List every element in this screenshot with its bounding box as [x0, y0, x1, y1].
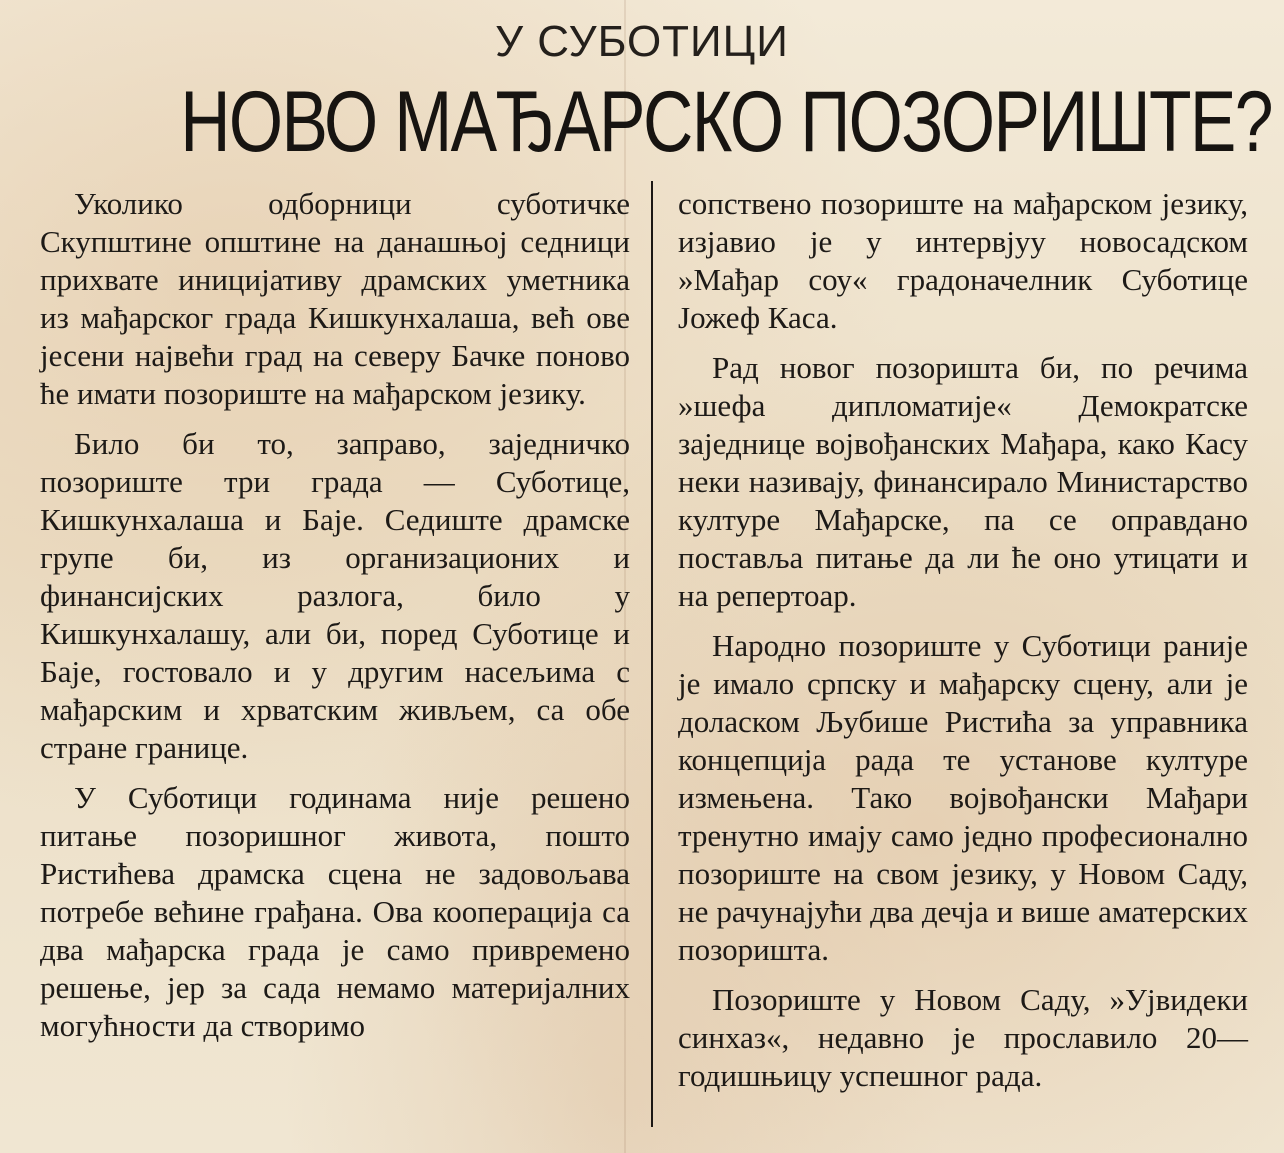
article-kicker: У СУБОТИЦИ [495, 17, 789, 66]
column-divider [651, 181, 653, 1127]
left-column [40, 185, 630, 1057]
paragraph-2: Било би то, заправо, заједничко позориште три града — Суботице, Кишкунхалаша и Баје. Седиште драмске групе би, из организационих и финансијских разлога, било у Кишкунхалашу, али би, поред Суботице и Баје, гостовало и у другим насељима с мађарским и хрватским живљем, са обе стране границе. [40, 426, 630, 765]
paragraph-3: У Суботици годинама није решено питање позоришног живота, пошто Ристићева драмска сцена не задовољава потребе већине грађана. Ова кооперација са два мађарска града је само привремено решење, јер за сада немамо материјалних могућности да створимо [40, 780, 630, 1043]
paragraph-1: Уколико одборници суботичке Скупштине општине на данашњој седници прихвате иницијативу драмских уметника из мађарског града Кишкунхалаша, већ ове јесени највећи град на северу Бачке поново ће имати позориште на мађарском језику. [40, 186, 630, 411]
article-headline: НОВО МАЂАРСКО ПОЗОРИШТЕ? [180, 74, 1272, 170]
paragraph-5: Народно позориште у Суботици раније је имало српску и мађарску сцену, али је доласком Љубише Ристића за управника концепција рада те установе културе измењена. Тако војвођански Мађари тренутно имају само једно професионално позориште на свом језику, у Новом Саду, не рачунајући два дечја и више аматерских позоришта. [678, 628, 1248, 967]
paragraph-4: Рад новог позоришта би, по речима »шефа дипломатије« Демократске заједнице војвођанских Мађара, како Касу неки називају, финансирало Министарство културе Мађарске, па се оправдано поставља питање да ли ће оно утицати и на репертоар. [678, 350, 1248, 613]
right-column [678, 185, 1248, 1107]
paragraph-6: Позориште у Новом Саду, »Ујвидеки синхаз«, недавно је прославило 20—годишњицу успешног рада. [678, 982, 1248, 1093]
paragraph-3-continued: сопствено позориште на мађарском језику, изјавио је у интервјуу новосадском »Мађар соу« градоначелник Суботице Јожеф Каса. [678, 186, 1248, 335]
